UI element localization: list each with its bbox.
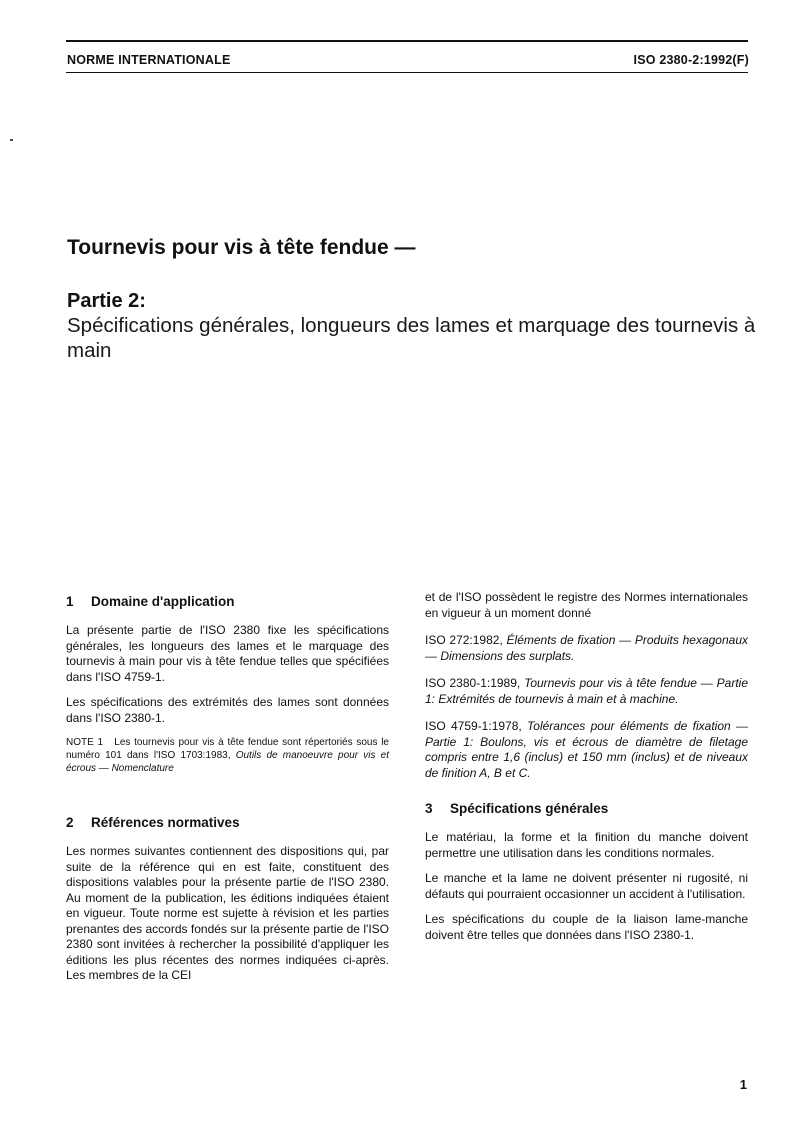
section-title: Références normatives (91, 815, 240, 830)
reference-code: ISO 272:1982, (425, 633, 507, 647)
header-standard-number: ISO 2380-2:1992(F) (633, 53, 749, 67)
section-title: Spécifications générales (450, 801, 609, 816)
header-document-type: NORME INTERNATIONALE (67, 53, 231, 67)
reference-title: Tournevis pour vis à tête fendue — Partie 1: Extrémités de tournevis à main et à machine. (425, 676, 748, 706)
general-spec-paragraph-2: Le manche et la lame ne doivent présenter ni rugosité, ni défauts qui pourraient occasionner un accident à l'utilisation. (425, 871, 748, 901)
part-label: Partie 2: (67, 290, 146, 312)
note-title: Outils de manoeuvre pour vis et écrous — Nomenclature (66, 750, 390, 774)
reference-code: ISO 2380-1:1989, (425, 676, 525, 690)
reference-iso-272 (425, 633, 748, 664)
header-rule-bottom (66, 72, 748, 73)
section-title: Domaine d'application (91, 594, 235, 609)
reference-code: ISO 4759-1:1978, (425, 719, 528, 733)
header-rule-top (66, 40, 748, 42)
note-text: Les tournevis pour vis à tête fendue sont répertoriés sous le numéro 101 dans l'ISO 1703:1983, (66, 737, 389, 761)
section-1-heading (66, 594, 389, 609)
reference-iso-4759-1 (425, 719, 748, 781)
general-spec-paragraph-1: Le matériau, la forme et la finition du manche doivent permettre une utilisation dans les conditions normales. (425, 830, 748, 860)
section-number: 2 (66, 815, 74, 830)
scope-paragraph-2: Les spécifications des extrémités des lames sont données dans l'ISO 2380-1. (66, 695, 389, 725)
left-column (66, 594, 389, 984)
page-number: 1 (739, 1077, 747, 1092)
section-number: 1 (66, 594, 74, 609)
section-3-heading (425, 801, 748, 816)
normative-references-paragraph: Les normes suivantes contiennent des dispositions qui, par suite de la référence qui en est faite, constituent des dispositions valables pour la présente partie de l'ISO 2380. Au moment de la publication, les éditions indiquées étaient en vigueur. Toute norme est sujette à révision et les parties prenantes des accords fondés sur la présente partie de l'ISO 2380 sont invitées à rechercher la possibilité d'appliquer les éditions les plus récentes des normes indiquées ci-après. Les membres de la CEI (66, 844, 389, 982)
right-column (425, 590, 748, 943)
part-subtitle: Spécifications générales, longueurs des lames et marquage des tournevis à main (67, 314, 756, 362)
normative-references-continuation: et de l'ISO possèdent le registre des Normes internationales en vigueur à un moment donné (425, 590, 748, 620)
note-label: NOTE 1 (66, 737, 104, 748)
reference-title: Éléments de fixation — Produits hexagonaux — Dimensions des surplats. (425, 633, 748, 663)
reference-title: Tolérances pour éléments de fixation — Partie 1: Boulons, vis et écrous de diamètre de filetage compris entre 1,6 (inclus) et 150 mm (inclus) et de niveaux de finition A, B et C. (425, 719, 748, 780)
section-2-heading (66, 815, 389, 830)
section-number: 3 (425, 801, 433, 816)
margin-mark (10, 139, 13, 141)
general-spec-paragraph-3: Les spécifications du couple de la liaison lame-manche doivent être telles que données dans l'ISO 2380-1. (425, 912, 748, 942)
scope-paragraph-1: La présente partie de l'ISO 2380 fixe les spécifications générales, les longueurs des lames et le marquage des tournevis à main pour vis à tête fendue telles que spécifiées dans l'ISO 4759-1. (66, 623, 389, 684)
document-title: Tournevis pour vis à tête fendue — (67, 236, 416, 259)
reference-iso-2380-1 (425, 676, 748, 707)
note-1 (66, 736, 389, 775)
